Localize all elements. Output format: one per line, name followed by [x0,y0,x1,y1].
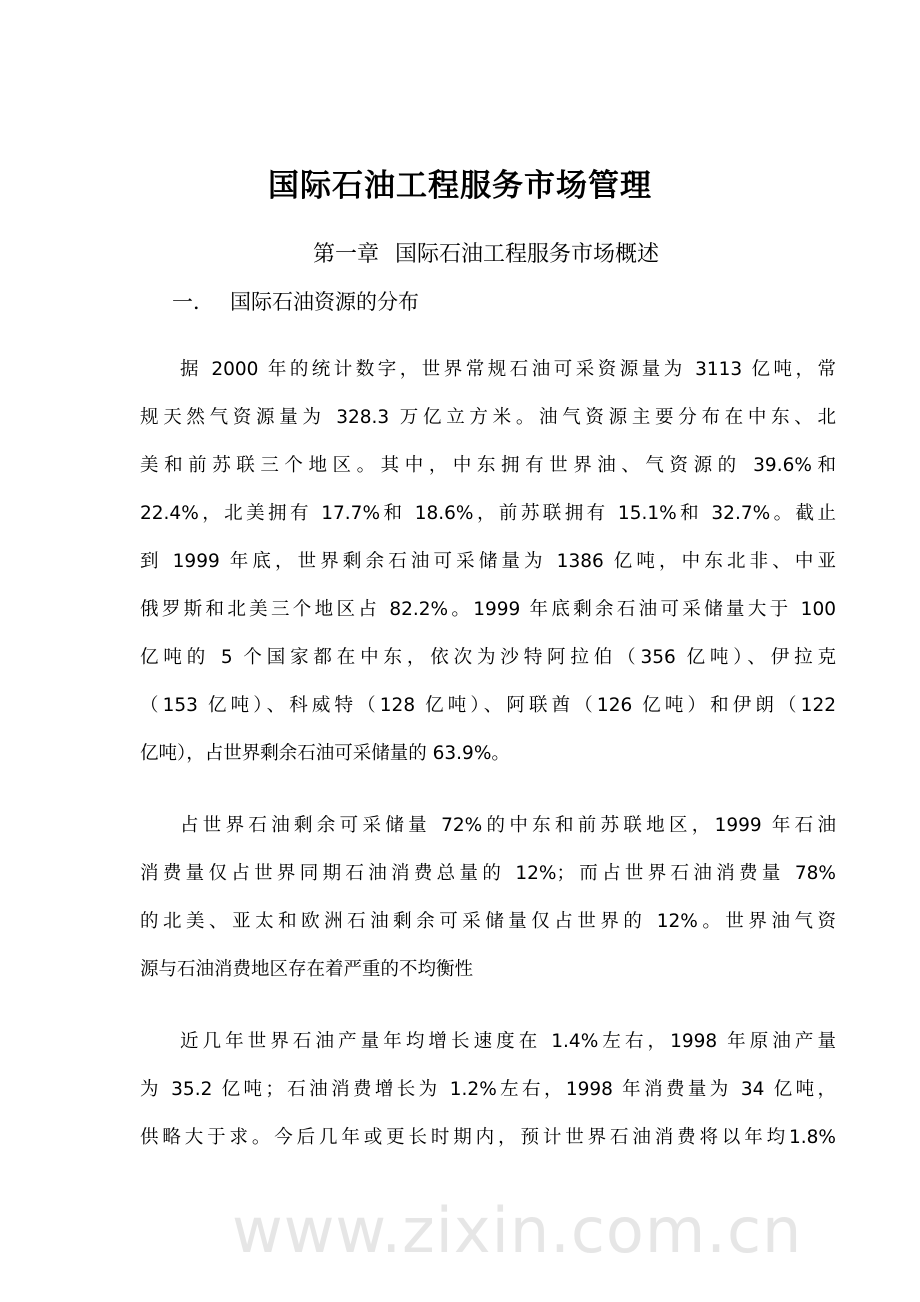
paragraph-line: 近几年世界石油产量年均增长速度在 1.4%左右，1998 年原油产量 [180,1031,836,1052]
paragraph-line: 亿吨的 5 个国家都在中东，依次为沙特阿拉伯（356 亿吨）、伊拉克 [140,647,836,668]
paragraph-line: 的北美、亚太和欧洲石油剩余可采储量仅占世界的 12%。世界油气资 [140,911,836,932]
paragraph-line: 俄罗斯和北美三个地区占 82.2%。1999 年底剩余石油可采储量大于 100 [140,599,836,620]
watermark: www.zixin.com.cn [232,1194,803,1267]
paragraph-line: 供略大于求。今后几年或更长时期内，预计世界石油消费将以年均1.8% [140,1127,836,1148]
paragraph-line: 为 35.2 亿吨；石油消费增长为 1.2%左右，1998 年消费量为 34 亿吨， [140,1079,836,1100]
paragraph-line: 占世界石油剩余可采储量 72%的中东和前苏联地区，1999 年石油 [180,815,836,836]
paragraph-line: 美和前苏联三个地区。其中，中东拥有世界油、气资源的 39.6%和 [140,455,836,476]
document-title: 国际石油工程服务市场管理 [268,168,652,204]
chapter-name: 国际石油工程服务市场概述 [395,242,660,267]
section-name: 国际石油资源的分布 [230,290,419,314]
paragraph-line: 消费量仅占世界同期石油消费总量的 12%；而占世界石油消费量 78% [140,863,836,884]
paragraph-line: 源与石油消费地区存在着严重的不均衡性 [140,959,474,980]
paragraph-line: 到 1999 年底，世界剩余石油可采储量为 1386 亿吨，中东北非、中亚 [140,551,836,572]
chapter-number: 第一章 [312,242,379,267]
paragraph-line: 亿吨），占世界剩余石油可采储量的 63.9%。 [140,743,510,764]
paragraph-line: （153 亿吨）、科威特（128 亿吨）、阿联酋（126 亿吨）和伊朗（122 [140,695,836,716]
chapter-heading [0,237,920,268]
paragraph-line: 规天然气资源量为 328.3 万亿立方米。油气资源主要分布在中东、北 [140,407,836,428]
paragraph-line: 据 2000 年的统计数字，世界常规石油可采资源量为 3113 亿吨，常 [180,359,836,380]
section-number: 一． [172,290,214,314]
section-heading [172,286,419,316]
paragraph-line: 22.4%，北美拥有 17.7%和 18.6%，前苏联拥有 15.1%和 32.7%。截止 [140,503,836,524]
